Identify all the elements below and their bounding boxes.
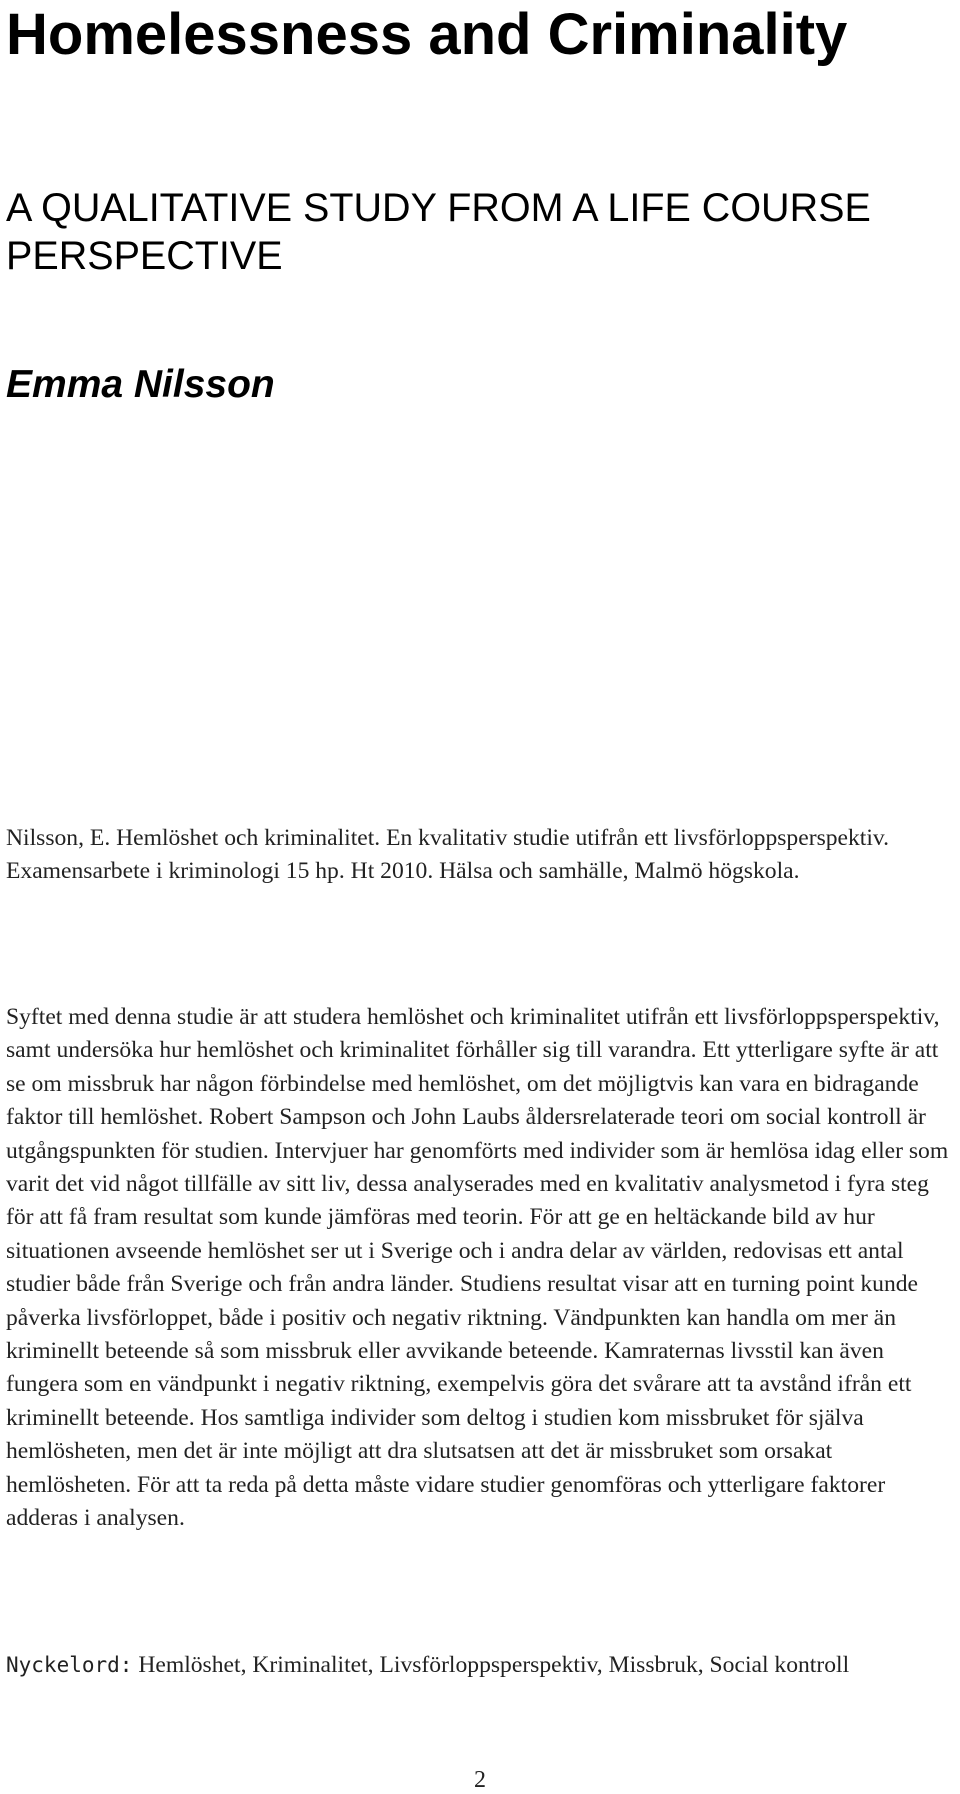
page-number: 2	[474, 1767, 486, 1793]
keywords-label: Nyckelord:	[6, 1653, 133, 1677]
abstract-paragraph: Syftet med denna studie är att studera hemlöshet och kriminalitet utifrån ett livsförloppsperspektiv, samt undersöka hur hemlöshet och kriminalitet förhåller sig till varandra. Ett ytterligare syfte är att se om missbruk har någon förbindelse med hemlöshet, om det möjligtvis kan vara en bidragande faktor till hemlöshet. Robert Sampson och John Laubs åldersrelaterade teori om social kontroll är utgångspunkten för studien. Intervjuer har genomförts med individer som är hemlösa idag eller som varit det vid något tillfälle av sitt liv, dessa analyserades med en kvalitativ analysmetod i fyra steg för att få fram resultat som kunde jämföras med teorin. För att ge en heltäckande bild av hur situationen avseende hemlöshet ser ut i Sverige och i andra delar av världen, redovisas ett antal studier både från Sverige och från andra länder. Studiens resultat visar att en turning point kunde påverka livsförloppet, både i positiv och negativ riktning. Vändpunkten kan handla om mer än kriminellt beteende så som missbruk eller avvikande beteende. Kamraternas livsstil kan även fungera som en vändpunkt i negativ riktning, exempelvis göra det svårare att ta avstånd ifrån ett kriminellt beteende. Hos samtliga individer som deltog i studien kom missbruket för själva hemlösheten, men det är inte möjligt att dra slutsatsen att det är missbruket som orsakat hemlösheten. För att ta reda på detta måste vidare studier genomföras och ytterligare faktorer adderas i analysen.	[6, 1004, 949, 1532]
document-subtitle: A QUALITATIVE STUDY FROM A LIFE COURSE PERSPECTIVE	[6, 186, 871, 278]
document-title: Homelessness and Criminality	[6, 2, 848, 67]
keywords-paragraph	[6, 1649, 956, 1682]
author-name: Emma Nilsson	[6, 363, 275, 406]
citation-paragraph: Nilsson, E. Hemlöshet och kriminalitet. En kvalitativ studie utifrån ett livsförloppsperspektiv. Examensarbete i kriminologi 15 hp. Ht 2010. Hälsa och samhälle, Malmö högskola.	[6, 825, 890, 884]
keywords-list: Hemlöshet, Kriminalitet, Livsförloppsperspektiv, Missbruk, Social kontroll	[138, 1652, 850, 1678]
